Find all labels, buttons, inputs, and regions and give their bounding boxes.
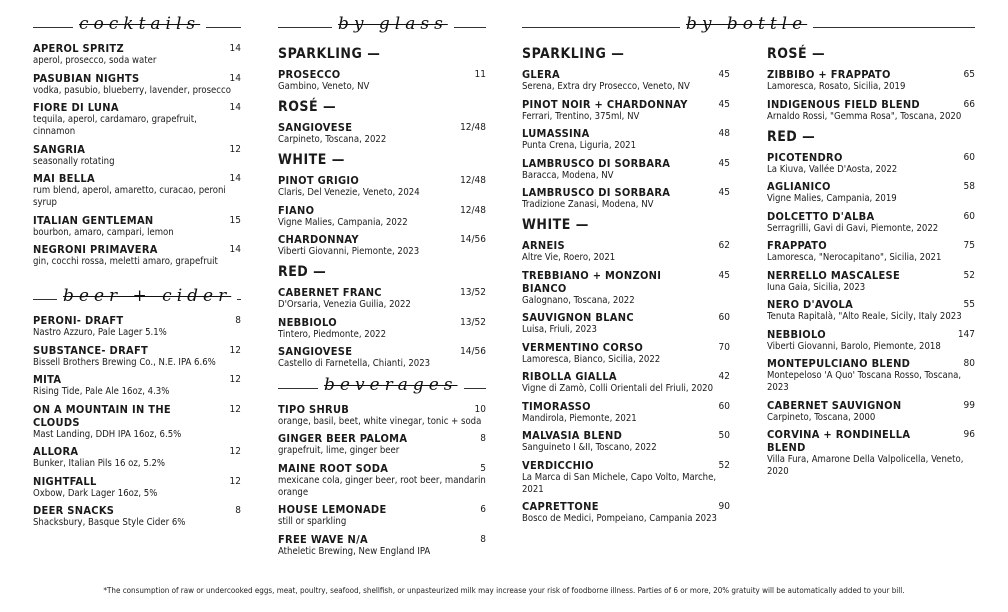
item-description: Castello di Farnetella, Chianti, 2023: [278, 358, 431, 369]
item-name: RIBOLLA GIALLA: [522, 370, 617, 383]
menu-item: [33, 445, 241, 470]
beer-list: [33, 314, 241, 529]
item-name: MONTEPULCIANO BLEND: [767, 357, 911, 370]
item-description: Vigne Malies, Campania, 2019: [767, 193, 897, 204]
item-description: Serragrilli, Gavi di Gavi, Piemonte, 2022: [767, 222, 939, 234]
item-description: Punta Crena, Liguria, 2021: [522, 140, 637, 151]
item-description: Baracca, Modena, NV: [522, 169, 614, 181]
menu-item: [33, 143, 241, 168]
item-name: ARNEIS: [522, 239, 565, 252]
menu-item: [33, 214, 241, 239]
item-description: Bissell Brothers Brewing Co., N.E. IPA 6.6%: [33, 356, 216, 368]
subsection-heading: RED —: [278, 264, 327, 280]
item-description: rum blend, aperol, amaretto, curacao, peroni syrup: [33, 185, 226, 208]
menu-item: [767, 210, 975, 235]
item-name: NEBBIOLO: [278, 315, 337, 329]
menu-item: [33, 403, 241, 441]
item-name: AGLIANICO: [767, 180, 831, 193]
item-price: 12/48: [460, 204, 486, 216]
item-price: 62: [718, 240, 730, 251]
item-price: 12/48: [460, 122, 486, 133]
item-price: 60: [963, 210, 975, 222]
item-price: 6: [480, 504, 486, 515]
subsection-heading: RED —: [767, 128, 816, 145]
item-description: Carpineto, Toscana, 2000: [767, 411, 876, 423]
menu-item: [767, 428, 975, 478]
by-bottle-header: [522, 14, 975, 40]
menu-item: [767, 298, 975, 323]
item-description: orange, basil, beet, white vinegar, tonic + soda: [278, 415, 482, 427]
item-name: ITALIAN GENTLEMAN: [33, 213, 154, 227]
item-price: 12: [229, 475, 241, 487]
item-name: LAMBRUSCO DI SORBARA: [522, 186, 671, 199]
item-name: CORVINA + RONDINELLA BLEND: [767, 428, 911, 454]
item-price: 14: [229, 43, 241, 54]
item-name: MITA: [33, 373, 62, 386]
menu-item: [278, 432, 486, 457]
item-price: 8: [480, 433, 486, 444]
item-name: PINOT GRIGIO: [278, 174, 360, 187]
item-name: LUMASSINA: [522, 127, 590, 140]
menu-item: [767, 357, 975, 394]
item-price: 55: [963, 299, 975, 310]
menu-item: [522, 500, 730, 525]
item-name: NEBBIOLO: [767, 327, 826, 341]
item-name: TIPO SHRUB: [278, 402, 350, 416]
item-description: gin, cocchi rossa, meletti amaro, grapefruit: [33, 256, 218, 267]
menu-item: [278, 68, 486, 93]
item-price: 60: [718, 400, 730, 412]
footer-disclaimer: *The consumption of raw or undercooked eggs, meat, poultry, seafood, shellfish, or unpasteurized milk may increase your risk of foodborne illness. Parties of 6 or more, 20% gratuity will be automatically added to your bill.: [103, 586, 905, 595]
item-name: APEROL SPRITZ: [33, 42, 124, 55]
menu-item: [522, 370, 730, 395]
menu-item: [33, 72, 241, 97]
menu-item: [767, 151, 975, 176]
menu-item: [33, 314, 241, 339]
by-glass-list: [278, 46, 486, 370]
item-name: TIMORASSO: [522, 399, 591, 413]
cocktails-title: cocktails: [73, 14, 206, 34]
item-name: MAINE ROOT SODA: [278, 461, 389, 475]
item-description: Mast Landing, DDH IPA 16oz, 6.5%: [33, 428, 182, 440]
item-price: 15: [229, 214, 241, 226]
item-description: Villa Fura, Amarone Della Valpolicella, Veneto, 2020: [767, 454, 964, 477]
item-description: Viberti Giovanni, Piemonte, 2023: [278, 246, 420, 257]
item-description: Arnaldo Rossi, "Gemma Rosa", Toscana, 2020: [767, 110, 962, 122]
item-name: LAMBRUSCO DI SORBARA: [522, 156, 671, 170]
item-name: FREE WAVE N/A: [278, 532, 369, 546]
item-description: Lamoresca, "Nerocapitano", Sicilia, 2021: [767, 252, 942, 263]
item-description: Oxbow, Dark Lager 16oz, 5%: [33, 487, 158, 499]
item-description: Rising Tide, Pale Ale 16oz, 4.3%: [33, 386, 170, 397]
item-price: 70: [718, 341, 730, 353]
item-description: grapefruit, lime, ginger beer: [278, 445, 400, 456]
beverages-title: beverages: [318, 375, 464, 395]
item-name: VERDICCHIO: [522, 458, 594, 472]
item-name: GINGER BEER PALOMA: [278, 432, 408, 445]
menu-item: [33, 475, 241, 500]
cocktails-header: [33, 14, 241, 40]
item-price: 58: [963, 181, 975, 192]
item-price: 75: [963, 240, 975, 251]
menu-item: [33, 344, 241, 369]
item-description: Iuna Gaia, Sicilia, 2023: [767, 281, 866, 293]
item-name: SANGIOVESE: [278, 121, 353, 134]
item-description: Atheletic Brewing, New England IPA: [278, 545, 431, 557]
column-by-glass: [278, 14, 486, 562]
item-price: 45: [718, 98, 730, 110]
menu-item: [33, 101, 241, 138]
item-description: Ferrari, Trentino, 375ml, NV: [522, 110, 640, 122]
item-description: Bunker, Italian Pils 16 oz, 5.2%: [33, 458, 166, 469]
item-description: Shacksbury, Basque Style Cider 6%: [33, 517, 186, 528]
menu-item: [33, 504, 241, 529]
menu-item: [522, 68, 730, 93]
item-description: Luisa, Friuli, 2023: [522, 324, 597, 335]
item-name: CHARDONNAY: [278, 233, 359, 246]
menu-item: [522, 341, 730, 366]
item-price: 80: [963, 358, 975, 369]
item-name: SANGRIA: [33, 142, 86, 156]
item-description: Carpineto, Toscana, 2022: [278, 134, 387, 145]
menu-item: [278, 233, 486, 258]
item-description: Mandirola, Piemonte, 2021: [522, 412, 637, 424]
item-price: 13/52: [460, 316, 486, 328]
menu-item: [767, 399, 975, 424]
menu-item: [278, 174, 486, 199]
menu-item: [522, 269, 730, 307]
menu-item: [522, 311, 730, 336]
item-description: Serena, Extra dry Prosecco, Veneto, NV: [522, 81, 690, 92]
item-price: 12/48: [460, 175, 486, 186]
menu-item: [278, 503, 486, 528]
item-price: 60: [718, 312, 730, 323]
item-name: HOUSE LEMONADE: [278, 503, 387, 516]
item-price: 14: [229, 72, 241, 84]
item-description: Montepeloso 'A Quo' Toscana Rosso, Toscana, 2023: [767, 370, 962, 393]
item-description: Gambino, Veneto, NV: [278, 81, 370, 92]
item-name: VERMENTINO CORSO: [522, 340, 644, 354]
item-name: FIORE DI LUNA: [33, 101, 119, 114]
menu-item: [33, 373, 241, 398]
item-price: 45: [718, 187, 730, 198]
item-price: 65: [963, 69, 975, 80]
item-description: Tintero, Piedmonte, 2022: [278, 328, 387, 340]
menu-item: [522, 459, 730, 496]
item-description: bourbon, amaro, campari, lemon: [33, 226, 174, 238]
item-price: 52: [963, 269, 975, 281]
item-description: Tradizione Zanasi, Modena, NV: [522, 199, 654, 210]
item-name: PICOTENDRO: [767, 150, 843, 164]
item-name: NEGRONI PRIMAVERA: [33, 243, 158, 256]
item-price: 8: [235, 505, 241, 516]
item-price: 8: [480, 533, 486, 545]
item-price: 14: [229, 244, 241, 255]
item-name: INDIGENOUS FIELD BLEND: [767, 97, 920, 111]
item-name: FIANO: [278, 203, 315, 217]
item-description: Lamoresca, Rosato, Sicilia, 2019: [767, 81, 906, 92]
item-name: CAPRETTONE: [522, 500, 599, 513]
item-price: 147: [957, 328, 975, 340]
item-name: DEER SNACKS: [33, 504, 115, 517]
item-name: PROSECCO: [278, 68, 341, 81]
item-price: 96: [963, 429, 975, 440]
item-price: 14/56: [460, 234, 486, 245]
item-description: tequila, aperol, cardamaro, grapefruit, cinnamon: [33, 114, 197, 137]
item-price: 90: [718, 501, 730, 512]
beer-title: beer + cider: [57, 286, 237, 306]
menu-item: [767, 98, 975, 123]
menu-item: [278, 286, 486, 311]
menu-item: [767, 180, 975, 205]
menu-item: [522, 127, 730, 152]
item-price: 5: [480, 462, 486, 474]
menu-item: [522, 186, 730, 211]
item-name: SUBSTANCE- DRAFT: [33, 343, 149, 357]
menu-item: [278, 204, 486, 229]
item-description: Vigne di Zamò, Colli Orientali del Friuli, 2020: [522, 383, 714, 394]
item-price: 50: [718, 430, 730, 441]
item-name: NIGHTFALL: [33, 474, 97, 488]
menu-item: [522, 400, 730, 425]
item-price: 12: [229, 374, 241, 385]
beverages-list: [278, 403, 486, 558]
item-description: aperol, prosecco, soda water: [33, 55, 157, 66]
item-name: MALVASIA BLEND: [522, 429, 623, 442]
item-description: seasonally rotating: [33, 155, 115, 167]
item-name: CABERNET SAUVIGNON: [767, 398, 902, 412]
item-name: SANGIOVESE: [278, 345, 353, 358]
menu-item: [278, 403, 486, 428]
item-price: 12: [229, 344, 241, 356]
item-price: 12: [229, 143, 241, 155]
menu-item: [767, 328, 975, 353]
item-price: 42: [718, 371, 730, 382]
item-price: 52: [718, 459, 730, 471]
item-description: mexicane cola, ginger beer, root beer, mandarin orange: [278, 474, 486, 498]
item-name: MAI BELLA: [33, 172, 95, 185]
item-name: ALLORA: [33, 445, 79, 458]
menu-item: [33, 42, 241, 67]
item-price: 60: [963, 151, 975, 163]
item-price: 14: [229, 102, 241, 113]
item-price: 12: [229, 446, 241, 457]
menu-item: [33, 243, 241, 268]
item-name: TREBBIANO + MONZONI BIANCO: [522, 268, 662, 295]
item-description: La Kiuva, Vallée D'Aosta, 2022: [767, 163, 898, 175]
column-by-bottle: [522, 14, 975, 524]
item-price: 45: [718, 69, 730, 80]
item-price: 13/52: [460, 287, 486, 298]
item-price: 66: [963, 98, 975, 110]
item-description: Lamoresca, Bianco, Sicilia, 2022: [522, 353, 661, 365]
subsection-heading: SPARKLING —: [278, 46, 381, 62]
item-description: Bosco de Medici, Pompeiano, Campania 2023: [522, 513, 717, 524]
menu-item: [33, 172, 241, 209]
menu-item: [278, 345, 486, 370]
beverages-header: [278, 375, 486, 401]
menu-item: [522, 157, 730, 182]
subsection-heading: ROSÉ —: [278, 99, 337, 115]
item-description: Tenuta Rapitalà, "Alto Reale, Sicily, Italy 2023: [767, 311, 962, 322]
item-name: SAUVIGNON BLANC: [522, 311, 634, 324]
item-price: 11: [474, 69, 486, 80]
menu-item: [767, 68, 975, 93]
item-name: ZIBBIBO + FRAPPATO: [767, 68, 891, 81]
item-price: 12: [229, 403, 241, 415]
item-name: PERONI- DRAFT: [33, 314, 124, 327]
item-price: 99: [963, 399, 975, 411]
item-name: ON A MOUNTAIN IN THE CLOUDS: [33, 402, 171, 429]
menu-item: [767, 269, 975, 294]
item-price: 14/56: [460, 346, 486, 357]
item-description: La Marca di San Michele, Capo Volto, Marche, 2021: [522, 471, 717, 495]
menu-item: [767, 239, 975, 264]
subsection-heading: ROSÉ —: [767, 46, 826, 62]
item-price: 45: [718, 269, 730, 281]
menu-item: [522, 239, 730, 264]
column-cocktails-beer: [33, 14, 241, 534]
item-name: PASUBIAN NIGHTS: [33, 71, 140, 85]
item-description: still or sparkling: [278, 516, 347, 527]
item-name: CABERNET FRANC: [278, 286, 382, 299]
item-description: Vigne Malies, Campania, 2022: [278, 216, 408, 228]
menu-item: [278, 121, 486, 146]
by-bottle-left-list: [522, 40, 730, 530]
item-description: Galognano, Toscana, 2022: [522, 294, 635, 306]
item-description: Viberti Giovanni, Barolo, Piemonte, 2018: [767, 340, 941, 352]
menu-item: [278, 533, 486, 558]
subsection-heading: SPARKLING —: [522, 46, 625, 62]
by-glass-title: by glass: [332, 14, 454, 34]
item-description: vodka, pasubio, blueberry, lavender, prosecco: [33, 84, 231, 96]
item-description: Claris, Del Venezie, Veneto, 2024: [278, 187, 420, 198]
item-description: Altre Vie, Roero, 2021: [522, 252, 616, 263]
cocktails-list: [33, 42, 241, 268]
item-price: 14: [229, 173, 241, 184]
by-bottle-title: by bottle: [680, 14, 813, 34]
item-name: GLERA: [522, 68, 560, 81]
beer-header: [33, 286, 241, 312]
menu-item: [522, 429, 730, 454]
item-description: Nastro Azzuro, Pale Lager 5.1%: [33, 327, 167, 338]
item-name: FRAPPATO: [767, 239, 827, 252]
item-price: 8: [235, 315, 241, 326]
item-name: PINOT NOIR + CHARDONNAY: [522, 97, 688, 111]
by-bottle-right-list: [767, 40, 975, 483]
by-glass-header: [278, 14, 486, 40]
item-price: 10: [474, 403, 486, 415]
item-name: DOLCETTO D'ALBA: [767, 209, 875, 223]
item-price: 48: [718, 128, 730, 139]
menu-item: [278, 316, 486, 341]
item-name: NERRELLO MASCALESE: [767, 268, 901, 282]
subsection-heading: WHITE —: [522, 217, 589, 233]
item-description: D'Orsaria, Venezia Guilia, 2022: [278, 299, 411, 310]
item-price: 45: [718, 157, 730, 169]
item-description: Sanguineto I &II, Toscano, 2022: [522, 442, 657, 453]
subsection-heading: WHITE —: [278, 152, 345, 168]
item-name: NERO D'AVOLA: [767, 298, 854, 311]
menu-item: [522, 98, 730, 123]
menu-item: [278, 462, 486, 499]
